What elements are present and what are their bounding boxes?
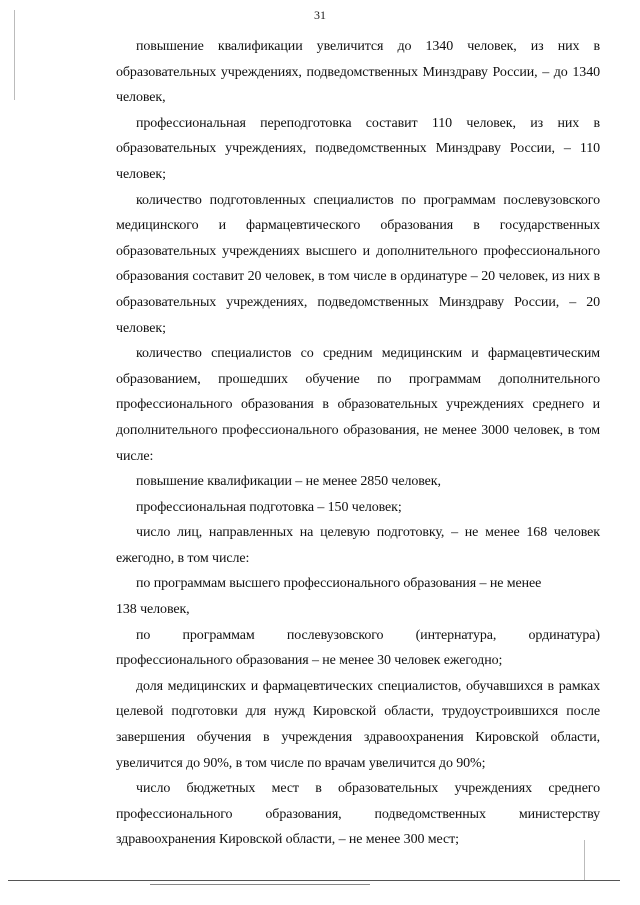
bottom-scan-line-secondary [150,884,370,885]
document-body [116,34,600,853]
page-number: 31 [314,8,326,22]
bottom-scan-line [8,880,620,881]
paragraph-targeted-training: число лиц, направленных на целевую подготовку, – не менее 168 человек ежегодно, в том числе: [116,525,600,566]
paragraph-qualification-2850: повышение квалификации – не менее 2850 человек, [136,474,441,490]
paragraph-budget-places: число бюджетных мест в образовательных учреждениях среднего профессионального образования, подведомственных министерству здравоохранения Кировской области, – не менее 300 мест; [116,781,600,848]
paragraph-retraining: профессиональная переподготовка составит 110 человек, из них в образовательных учреждениях, подведомственных Минздраву России, – 110 человек; [116,115,600,182]
paragraph-secondary-specialists: количество специалистов со средним медицинским и фармацевтическим образованием, прошедших обучение по программам дополнительного профессионального образования в образовательных учреждениях среднего и дополнительного профессионального образования, не менее 3000 человек, в том числе: [116,346,600,464]
paragraph-postgraduate-specialists: количество подготовленных специалистов по программам послевузовского медицинского и фармацевтического образования в государственных образовательных учреждениях высшего и дополнительного профессионального образования составит 20 человек, в том числе в ординатуре – 20 человек, из них в образовательных учреждениях, подведомственных Минздраву России, – 20 человек; [116,192,600,336]
paragraph-higher-education: по программам высшего профессионального образования – не менее [136,576,542,592]
paragraph-qualification-increase: повышение квалификации увеличится до 1340 человек, из них в образовательных учреждениях, подведомственных Минздраву России, – до 1340 человек, [116,39,600,106]
right-scan-mark [584,840,585,880]
left-edge-scan-mark [14,10,15,100]
paragraph-138-people: 138 человек, [116,602,190,618]
paragraph-training-150: профессиональная подготовка – 150 человек; [136,499,402,515]
paragraph-employment-share: доля медицинских и фармацевтических специалистов, обучавшихся в рамках целевой подготовки для нужд Кировской области, трудоустроившихся после завершения обучения в учреждения здравоохранения Кировской области, увеличится до 90%, в том числе по врачам увеличится до 90%; [116,678,600,771]
paragraph-postgraduate-programs: по программам послевузовского (интернатура, ординатура) профессионального образования – не менее 30 человек ежегодно; [116,627,600,669]
